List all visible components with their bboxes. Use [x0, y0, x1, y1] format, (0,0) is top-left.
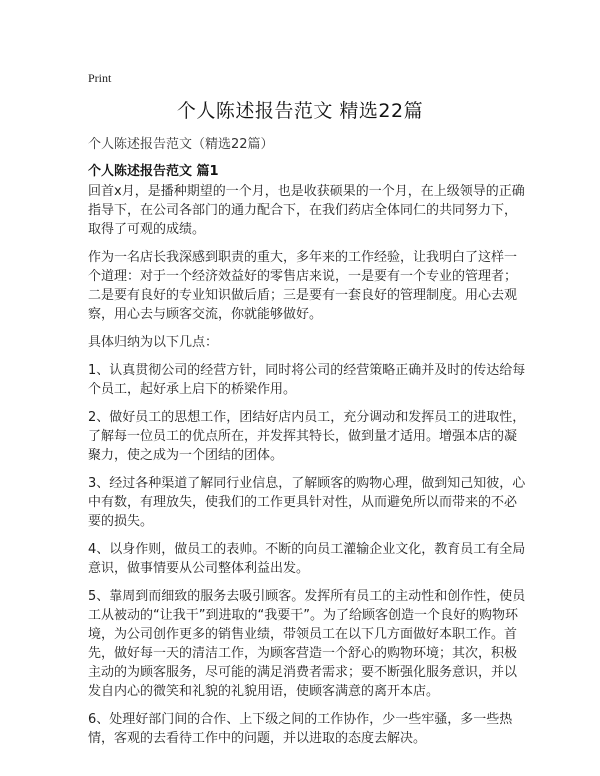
- document-subtitle: 个人陈述报告范文（精选22篇）: [88, 137, 274, 152]
- paragraph-experience: 作为一名店长我深感到职责的重大，多年来的工作经验，让我明白了这样一个道理：对于一个经济效益好的零售店来说，一是要有一个专业的管理者；二是要有良好的专业知识做后盾；三是要有一套良好的管理制度。用心去观察，用心去与顾客交流，你就能够做好。: [88, 250, 518, 322]
- list-item-6: 6、处理好部门间的合作、上下级之间的工作协作，少一些牢骚，多一些热情，客观的去看待工作中的问题，并以进取的态度去解决。: [88, 712, 513, 746]
- print-link[interactable]: Print: [88, 71, 112, 85]
- list-item-1: 1、认真贯彻公司的经营方针，同时将公司的经营策略正确并及时的传达给每个员工，起好承上启下的桥梁作用。: [88, 363, 526, 397]
- list-item-5: 5、靠周到而细致的服务去吸引顾客。发挥所有员工的主动性和创作性，使员工从被动的“让我干”到进取的“我要干”。为了给顾客创造一个良好的购物环境，为公司创作更多的销售业绩，带领员工在以下几方面做好本职工作。首先，做好每一天的清洁工作，为顾客营造一个舒心的购物环境；其次，积极主动的为顾客服务，尽可能的满足消费者需求；要不断强化服务意识，并以发自内心的微笑和礼貌的礼貌用语，使顾客满意的离开本店。: [88, 589, 526, 699]
- list-item-3: 3、经过各种渠道了解同行业信息，了解顾客的购物心理，做到知己知彼，心中有数，有理放失，使我们的工作更具针对性，从而避免所以而带来的不必要的损失。: [88, 476, 526, 529]
- paragraph-intro: 回首x月，是播种期望的一个月，也是收获硕果的一个月，在上级领导的正确指导下，在公司各部门的通力配合下，在我们药店全体同仁的共同努力下，取得了可观的成绩。: [88, 184, 525, 237]
- list-item-4: 4、以身作则，做员工的表帅。不断的向员工灌输企业文化，教育员工有全局意识，做事情要从公司整体利益出发。: [88, 542, 526, 576]
- document-title: 个人陈述报告范文 精选22篇: [176, 100, 424, 122]
- paragraph-summary-lead: 具体归纳为以下几点：: [88, 335, 219, 350]
- section-heading: 个人陈述报告范文 篇1: [88, 164, 219, 179]
- document-body: [88, 182, 528, 757]
- list-item-2: 2、做好员工的思想工作，团结好店内员工，充分调动和发挥员工的进取性，了解每一位员工的优点所在，并发挥其特长，做到量才适用。增强本店的凝聚力，使之成为一个团结的团体。: [88, 410, 526, 463]
